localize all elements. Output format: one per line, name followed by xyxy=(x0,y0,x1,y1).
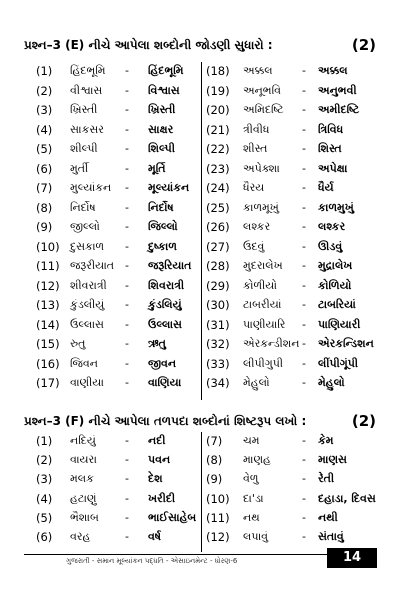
incorrect-word: મુલ્યાંકન xyxy=(70,181,112,194)
corrected-word: મૂલ્યાંકન xyxy=(148,181,190,194)
dash-separator: - xyxy=(125,356,129,370)
item-number: (33) xyxy=(206,356,230,371)
dash-separator: - xyxy=(302,181,306,194)
dash-separator: - xyxy=(302,453,306,467)
item-number: (31) xyxy=(206,317,230,332)
incorrect-word: શીવરાત્રી xyxy=(70,278,107,292)
incorrect-word: શીલ્પી xyxy=(70,142,98,155)
incorrect-word: ખ્રિસ્તી xyxy=(70,103,98,116)
incorrect-word: મુર્તી xyxy=(70,161,89,175)
corrected-word: અક્કલ xyxy=(318,64,348,77)
dash-separator: - xyxy=(302,142,306,155)
dash-separator: - xyxy=(302,510,306,524)
corrected-word: કાળમુખું xyxy=(318,200,354,214)
corrected-word: પાણિયારી xyxy=(318,317,361,331)
incorrect-word: જિવન xyxy=(70,356,98,370)
dash-separator: - xyxy=(302,376,306,389)
item-number: (6) xyxy=(36,530,53,544)
corrected-word: મુદ્રાલેખ xyxy=(318,259,353,272)
item-number: (9) xyxy=(36,220,53,234)
dash-separator: - xyxy=(302,337,306,350)
corrected-word: અપેક્ષા xyxy=(318,161,348,175)
dash-separator: - xyxy=(125,278,129,292)
incorrect-word: મુદરાલેખ xyxy=(243,259,283,272)
list-item xyxy=(0,103,404,123)
dash-separator: - xyxy=(125,103,129,116)
incorrect-word: પાણીયારિ xyxy=(243,317,286,331)
corrected-word: વર્ષ xyxy=(148,530,162,543)
corrected-word: પવન xyxy=(148,453,171,467)
dash-separator: - xyxy=(302,317,306,331)
dash-separator: - xyxy=(302,103,306,116)
dash-separator: - xyxy=(125,83,129,97)
corrected-word: શિસ્ત xyxy=(318,142,342,155)
incorrect-word: વેળુ xyxy=(243,472,259,486)
question-f-marks: (2) xyxy=(351,412,376,430)
list-item xyxy=(0,337,404,357)
corrected-word: નથી xyxy=(318,510,338,524)
incorrect-word: વીશ્વાસ xyxy=(70,83,103,97)
incorrect-word: લશ્કર xyxy=(243,220,271,233)
incorrect-word: એરકન્ડીશન xyxy=(243,337,300,350)
list-item xyxy=(0,279,404,299)
dash-separator: - xyxy=(125,510,129,524)
item-number: (2) xyxy=(36,83,53,98)
dash-separator: - xyxy=(125,239,129,253)
item-number: (16) xyxy=(36,356,60,371)
incorrect-word: અક્કલ xyxy=(243,64,273,77)
incorrect-word: જરૂરીયાત xyxy=(70,259,115,272)
corrected-word: ત્રિવિધ xyxy=(318,122,344,136)
item-number: (30) xyxy=(206,298,230,312)
corrected-word: લશ્કર xyxy=(318,220,346,233)
question-e-header xyxy=(24,38,376,60)
list-item xyxy=(0,162,404,182)
dash-separator: - xyxy=(125,376,129,389)
item-number: (22) xyxy=(206,142,230,156)
corrected-word: દેશ xyxy=(148,472,163,486)
dash-separator: - xyxy=(125,181,129,194)
dash-separator: - xyxy=(125,472,129,486)
list-item xyxy=(0,259,404,279)
corrected-word: રેતી xyxy=(318,472,335,486)
list-item xyxy=(0,220,404,240)
dash-separator: - xyxy=(125,142,129,155)
corrected-word: અનુભવી xyxy=(318,83,357,97)
incorrect-word: નદિયું xyxy=(70,434,96,447)
incorrect-word: વાયરા xyxy=(70,453,97,467)
corrected-word: માણસ xyxy=(318,453,347,467)
footer-text: ગુજરાતી - સમાન મૂલ્યાંકન પદ્ધતિ - એસાઇનમેન્ટ - ધોરણ-6 xyxy=(66,557,238,565)
corrected-word: જીવન xyxy=(148,356,177,370)
corrected-word: વાણિયા xyxy=(148,376,182,389)
item-number: (7) xyxy=(36,181,53,195)
incorrect-word: મેહુલો xyxy=(243,376,270,389)
dash-separator: - xyxy=(125,434,129,447)
dash-separator: - xyxy=(302,491,306,505)
incorrect-word: રુતુ xyxy=(70,337,86,350)
question-e-title: પ્રશ્ન–3 (E) નીચે આપેલા શબ્દોની જોડણી સુધારો : xyxy=(24,38,273,52)
list-item xyxy=(0,240,404,260)
corrected-word: ખ્રિસ્તી xyxy=(148,103,176,116)
dash-separator: - xyxy=(125,317,129,331)
dash-separator: - xyxy=(125,220,129,233)
list-item xyxy=(0,357,404,377)
item-number: (1) xyxy=(36,64,53,78)
incorrect-word: શીસ્ત xyxy=(243,142,268,155)
item-number: (2) xyxy=(36,453,53,468)
page-number-badge: 14 xyxy=(327,548,377,568)
corrected-word: ઋતુ xyxy=(148,337,166,350)
list-item xyxy=(0,123,404,143)
item-number: (20) xyxy=(206,103,230,117)
incorrect-word: ભૈશાબ xyxy=(70,510,99,524)
item-number: (17) xyxy=(36,376,60,390)
item-number: (7) xyxy=(206,434,223,448)
incorrect-word: લીપીગુપી xyxy=(243,356,284,370)
incorrect-word: અપેક્શા xyxy=(243,161,280,175)
list-item xyxy=(0,434,404,454)
incorrect-word: ધૈરય xyxy=(243,181,265,194)
dash-separator: - xyxy=(302,220,306,233)
incorrect-word: ત્રીવીધ xyxy=(243,122,270,136)
corrected-word: ભાઈસાહેબ xyxy=(148,510,197,524)
incorrect-word: અનૂભવિ xyxy=(243,83,281,97)
item-number: (28) xyxy=(206,259,230,273)
list-item xyxy=(0,472,404,492)
column-divider-e xyxy=(201,62,202,400)
page-footer xyxy=(24,554,354,571)
list-item xyxy=(0,84,404,104)
item-number: (8) xyxy=(206,453,223,468)
incorrect-word: સાકસર xyxy=(70,122,104,136)
incorrect-word: મલક xyxy=(70,472,94,486)
incorrect-word: કુંડલીયું xyxy=(70,298,105,311)
dash-separator: - xyxy=(125,259,129,272)
column-divider-f xyxy=(201,432,202,552)
incorrect-word: જીલ્લો xyxy=(70,220,100,233)
corrected-word: અમીદષ્ટિ xyxy=(318,103,360,116)
list-item xyxy=(0,142,404,162)
item-number: (34) xyxy=(206,376,230,390)
question-e-marks: (2) xyxy=(351,36,376,54)
list-item xyxy=(0,298,404,318)
dash-separator: - xyxy=(125,530,129,543)
corrected-word: જિલ્લો xyxy=(148,220,178,233)
corrected-word: ધૈર્ય xyxy=(318,181,334,194)
corrected-word: નિર્દોષ xyxy=(148,200,174,214)
item-number: (32) xyxy=(206,337,230,351)
item-number: (29) xyxy=(206,278,230,293)
item-number: (19) xyxy=(206,83,230,98)
item-number: (3) xyxy=(36,103,53,117)
corrected-word: શિવરાત્રી xyxy=(148,278,185,292)
dash-separator: - xyxy=(125,161,129,175)
dash-separator: - xyxy=(302,434,306,447)
list-item xyxy=(0,453,404,473)
corrected-word: કોળિયો xyxy=(318,278,352,292)
item-number: (12) xyxy=(206,530,230,544)
corrected-word: મૂર્તિ xyxy=(148,161,166,175)
dash-separator: - xyxy=(302,356,306,370)
item-number: (4) xyxy=(36,122,53,137)
incorrect-word: નથ xyxy=(243,510,260,524)
dash-separator: - xyxy=(302,239,306,253)
item-number: (9) xyxy=(206,472,223,487)
incorrect-word: ટાબરીયાં xyxy=(243,298,282,311)
dash-separator: - xyxy=(125,491,129,505)
item-number: (1) xyxy=(36,434,53,448)
corrected-word: વિશ્વાસ xyxy=(148,83,180,97)
item-number: (10) xyxy=(36,239,60,254)
item-number: (27) xyxy=(206,239,230,254)
corrected-word: મેહુલો xyxy=(318,376,345,389)
dash-separator: - xyxy=(302,472,306,486)
item-number: (26) xyxy=(206,220,230,234)
incorrect-word: કાળમૂખું xyxy=(243,200,279,214)
item-number: (10) xyxy=(206,491,230,506)
item-number: (11) xyxy=(36,259,60,273)
incorrect-word: લપાવું xyxy=(243,530,269,543)
incorrect-word: ઉલ્લાસ xyxy=(70,317,104,331)
dash-separator: - xyxy=(302,161,306,175)
item-number: (11) xyxy=(206,510,230,525)
item-number: (3) xyxy=(36,472,53,487)
item-number: (8) xyxy=(36,200,53,215)
corrected-word: ટાબરિયાં xyxy=(318,298,356,311)
dash-separator: - xyxy=(125,122,129,136)
item-number: (5) xyxy=(36,142,53,156)
item-number: (14) xyxy=(36,317,60,332)
corrected-word: નદી xyxy=(148,434,166,447)
dash-separator: - xyxy=(125,298,129,311)
list-item xyxy=(0,318,404,338)
dash-separator: - xyxy=(125,453,129,467)
list-item xyxy=(0,511,404,531)
dash-separator: - xyxy=(302,83,306,97)
corrected-word: એરકન્ડિશન xyxy=(318,337,374,350)
item-number: (21) xyxy=(206,122,230,137)
corrected-word: શિલ્પી xyxy=(148,142,175,155)
dash-separator: - xyxy=(302,64,306,77)
incorrect-word: દા'ડા xyxy=(243,491,264,505)
corrected-word: હિંદભૂમિ xyxy=(148,64,184,77)
item-number: (15) xyxy=(36,337,60,351)
item-number: (12) xyxy=(36,278,60,293)
incorrect-word: ઉદવું xyxy=(243,239,265,253)
item-number: (4) xyxy=(36,491,53,506)
incorrect-word: નિર્દોષ xyxy=(70,200,96,214)
incorrect-word: વાણીયા xyxy=(70,376,104,389)
item-number: (18) xyxy=(206,64,230,78)
list-item xyxy=(0,492,404,512)
corrected-word: સંતાવું xyxy=(318,530,344,543)
corrected-word: દહાડા, દિવસ xyxy=(318,491,376,505)
question-f-title: પ્રશ્ન–3 (F) નીચે આપેલા તળપદા શબ્દોનાં શિષ્ટરૂપ લખો : xyxy=(24,414,307,428)
corrected-word: લીંપીગૂંપી xyxy=(318,356,359,370)
dash-separator: - xyxy=(125,337,129,350)
corrected-word: ઊડવું xyxy=(318,239,343,253)
dash-separator: - xyxy=(302,298,306,311)
corrected-word: સાક્ષર xyxy=(148,122,174,136)
corrected-word: જરૂરિયાત xyxy=(148,259,192,272)
incorrect-word: દુસકાળ xyxy=(70,239,105,253)
incorrect-word: ચમ xyxy=(243,434,260,447)
incorrect-word: વરહ xyxy=(70,530,91,543)
item-number: (23) xyxy=(206,161,230,176)
dash-separator: - xyxy=(125,200,129,214)
dash-separator: - xyxy=(302,259,306,272)
incorrect-word: કોળીયો xyxy=(243,278,278,292)
corrected-word: ખરીદી xyxy=(148,491,176,505)
list-item xyxy=(0,376,404,396)
item-number: (24) xyxy=(206,181,230,195)
dash-separator: - xyxy=(302,122,306,136)
dash-separator: - xyxy=(302,278,306,292)
item-number: (5) xyxy=(36,510,53,525)
incorrect-word: માણહ xyxy=(243,453,271,467)
list-item xyxy=(0,201,404,221)
list-item xyxy=(0,530,404,550)
incorrect-word: હિંદભૂમિ xyxy=(70,64,106,77)
corrected-word: દુષ્કાળ xyxy=(148,239,177,253)
item-number: (13) xyxy=(36,298,60,312)
corrected-word: કુંડલિયું xyxy=(148,298,182,311)
dash-separator: - xyxy=(302,200,306,214)
dash-separator: - xyxy=(125,64,129,77)
item-number: (6) xyxy=(36,161,53,176)
list-item xyxy=(0,181,404,201)
dash-separator: - xyxy=(302,530,306,543)
corrected-word: ઉલ્લાસ xyxy=(148,317,182,331)
incorrect-word: અમિદષ્ટિ xyxy=(243,103,284,116)
corrected-word: કેમ xyxy=(318,434,334,447)
question-f-header xyxy=(24,414,376,436)
item-number: (25) xyxy=(206,200,230,215)
incorrect-word: હટાણું xyxy=(70,491,97,505)
list-item xyxy=(0,64,404,84)
